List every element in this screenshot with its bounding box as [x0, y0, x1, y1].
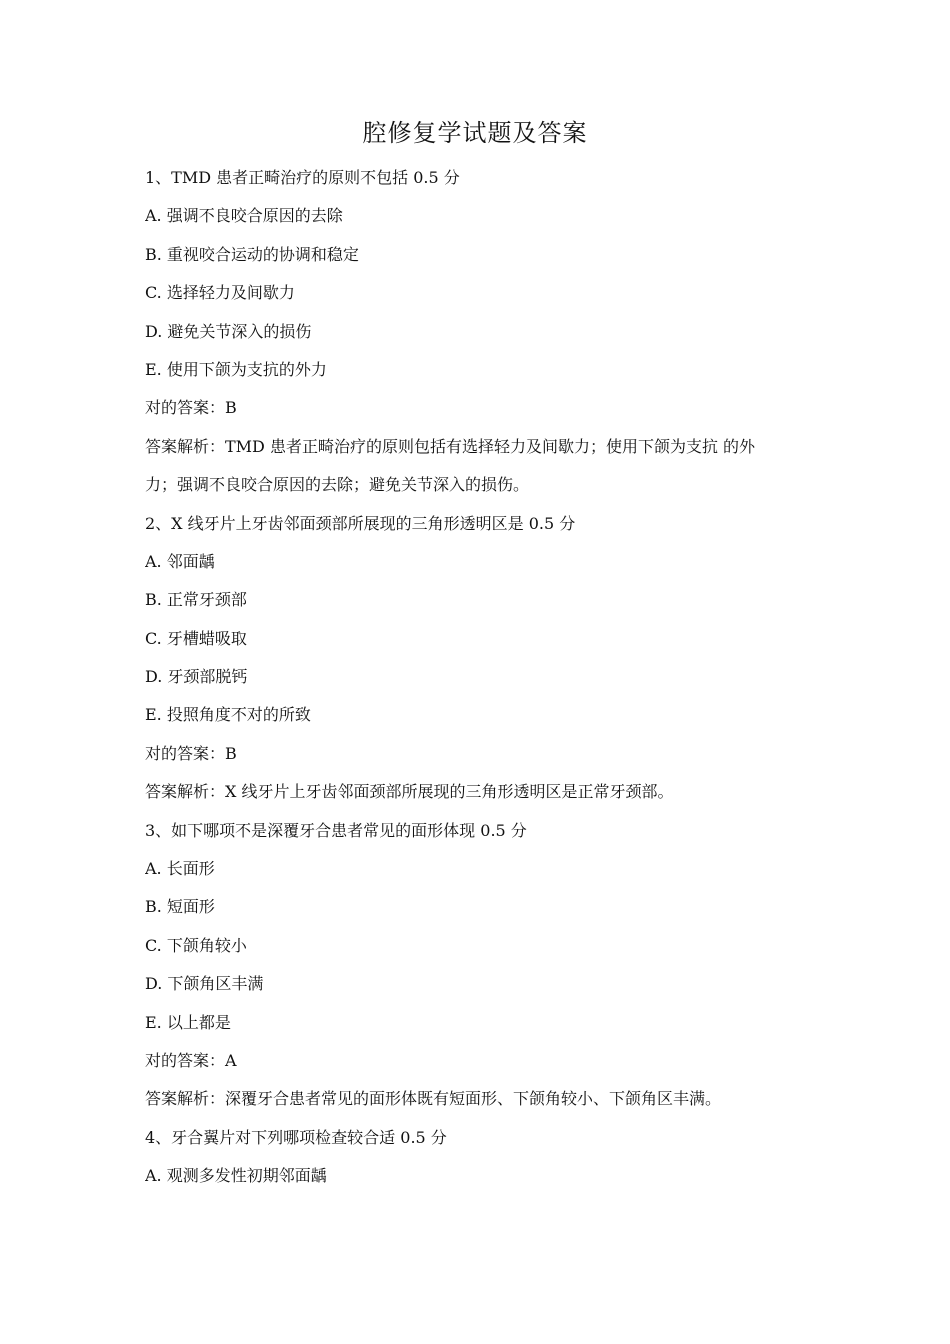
question-2-option-a: A. 邻面龋: [145, 551, 215, 571]
question-3-option-a: A. 长面形: [145, 859, 215, 879]
question-2-option-b: B. 正常牙颈部: [145, 590, 247, 610]
question-3-option-c: C. 下颌角较小: [145, 935, 247, 955]
question-1-option-a: A. 强调不良咬合原因的去除: [145, 206, 343, 226]
question-3-option-e: E. 以上都是: [145, 1012, 231, 1032]
question-2-option-e: E. 投照角度不对的所致: [145, 705, 311, 725]
question-3-explanation: 答案解析：深覆牙合患者常见的面形体既有短面形、下颌角较小、下颌角区丰满。: [145, 1089, 722, 1109]
question-1-explanation-line-1: 答案解析：TMD 患者正畸治疗的原则包括有选择轻力及间歇力；使用下颌为支抗 的外: [145, 436, 756, 456]
question-2-stem: 2、X 线牙片上牙齿邻面颈部所展现的三角形透明区是 0.5 分: [145, 513, 576, 533]
question-1-answer: 对的答案：B: [145, 398, 237, 418]
question-3-option-b: B. 短面形: [145, 897, 215, 917]
question-2-explanation: 答案解析：X 线牙片上牙齿邻面颈部所展现的三角形透明区是正常牙颈部。: [145, 782, 674, 802]
page-title: 腔修复学试题及答案: [362, 119, 588, 147]
question-1-option-d: D. 避免关节深入的损伤: [145, 321, 312, 341]
question-3-stem: 3、如下哪项不是深覆牙合患者常见的面形体现 0.5 分: [145, 820, 527, 840]
document-body: [145, 159, 835, 1196]
question-1-option-c: C. 选择轻力及间歇力: [145, 283, 295, 303]
question-1-explanation-line-2: 力；强调不良咬合原因的去除；避免关节深入的损伤。: [145, 475, 530, 495]
question-2-option-d: D. 牙颈部脱钙: [145, 667, 248, 687]
question-1-option-b: B. 重视咬合运动的协调和稳定: [145, 244, 359, 264]
question-4-stem: 4、牙合翼片对下列哪项检查较合适 0.5 分: [145, 1127, 447, 1147]
question-1-stem: 1、TMD 患者正畸治疗的原则不包括 0.5 分: [145, 168, 460, 187]
question-3-answer: 对的答案：A: [145, 1050, 237, 1070]
question-3-option-d: D. 下颌角区丰满: [145, 974, 264, 994]
question-4-option-a: A. 观测多发性初期邻面龋: [145, 1166, 327, 1186]
question-2-option-c: C. 牙槽蜡吸取: [145, 628, 247, 648]
question-2-answer: 对的答案：B: [145, 743, 237, 763]
question-1-option-e: E. 使用下颌为支抗的外力: [145, 359, 327, 379]
